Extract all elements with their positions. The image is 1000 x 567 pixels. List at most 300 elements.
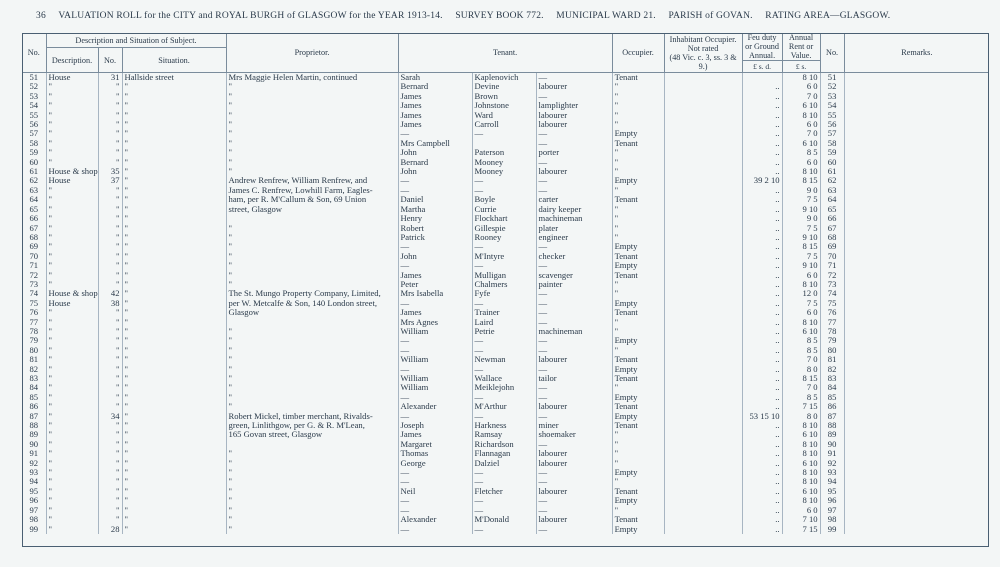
entry-no: 80: [29, 345, 39, 355]
annual-rent: 8 5: [782, 346, 820, 355]
tenant-forename: Daniel: [398, 195, 472, 204]
tenant-surname: Harkness: [472, 421, 536, 430]
annual-rent: 8 5: [782, 393, 820, 402]
entry-no: 87: [29, 411, 39, 421]
annual-rent: 7 0: [782, 129, 820, 138]
tenant-occupation: machineman: [536, 327, 612, 336]
annual-rent: 8 0: [782, 412, 820, 421]
occupier: ": [612, 477, 664, 486]
situation: ": [122, 402, 226, 411]
house-number: ": [98, 346, 122, 355]
tenant-forename: James: [398, 120, 472, 129]
house-number: ": [98, 365, 122, 374]
description: ": [46, 374, 98, 383]
feu-duty: ..: [742, 252, 782, 261]
col-no-right: No.: [820, 33, 844, 73]
tenant-occupation: painter: [536, 280, 612, 289]
house-number: ": [98, 92, 122, 101]
description: ": [46, 242, 98, 251]
annual-rent: 8 10: [782, 449, 820, 458]
tenant-forename: Patrick: [398, 233, 472, 242]
occupier: Empty: [612, 525, 664, 534]
proprietor: ": [226, 346, 398, 355]
situation: ": [122, 82, 226, 91]
annual-rent: 6 10: [782, 487, 820, 496]
house-number: ": [98, 82, 122, 91]
situation: ": [122, 487, 226, 496]
feu-duty: ..: [742, 129, 782, 138]
tenant-surname: —: [472, 336, 536, 345]
entry-no: 82: [29, 364, 39, 374]
situation: ": [122, 120, 226, 129]
description: ": [46, 468, 98, 477]
tenant-surname: M'Intyre: [472, 252, 536, 261]
description: House & shop: [46, 289, 98, 298]
occupier: ": [612, 148, 664, 157]
house-number: ": [98, 186, 122, 195]
proprietor: ": [226, 271, 398, 280]
feu-duty: ..: [742, 186, 782, 195]
tenant-surname: Fyfe: [472, 289, 536, 298]
tenant-occupation: —: [536, 477, 612, 486]
annual-rent: 6 0: [782, 271, 820, 280]
tenant-forename: Mrs Agnes: [398, 318, 472, 327]
tenant-forename: James: [398, 430, 472, 439]
feu-duty: ..: [742, 120, 782, 129]
tenant-occupation: labourer: [536, 120, 612, 129]
situation: Hallside street: [122, 73, 226, 83]
description: ": [46, 261, 98, 270]
situation: ": [122, 233, 226, 242]
proprietor: ": [226, 525, 398, 534]
situation: ": [122, 167, 226, 176]
feu-duty: ..: [742, 318, 782, 327]
tenant-occupation: plater: [536, 224, 612, 233]
tenant-occupation: —: [536, 289, 612, 298]
entry-no: 73: [29, 279, 39, 289]
tenant-surname: M'Donald: [472, 515, 536, 524]
col-situation: Situation.: [122, 48, 226, 73]
situation: ": [122, 383, 226, 392]
col-tenant: Tenant.: [398, 33, 612, 73]
proprietor: ": [226, 496, 398, 505]
proprietor: ": [226, 224, 398, 233]
description: House: [46, 176, 98, 185]
entry-no-right: 99: [820, 525, 844, 534]
tenant-surname: —: [472, 412, 536, 421]
occupier: ": [612, 506, 664, 515]
entry-no-right: 68: [820, 233, 844, 242]
house-number: ": [98, 271, 122, 280]
annual-rent: 7 10: [782, 515, 820, 524]
house-number: ": [98, 468, 122, 477]
house-number: 42: [98, 289, 122, 298]
occupier: Tenant: [612, 252, 664, 261]
entry-no-right: 95: [820, 487, 844, 496]
situation: ": [122, 515, 226, 524]
tenant-surname: Rooney: [472, 233, 536, 242]
tenant-surname: Chalmers: [472, 280, 536, 289]
occupier: ": [612, 101, 664, 110]
feu-duty: ..: [742, 402, 782, 411]
house-number: ": [98, 459, 122, 468]
tenant-occupation: labourer: [536, 82, 612, 91]
situation: ": [122, 148, 226, 157]
proprietor: The St. Mungo Property Company, Limited,: [226, 289, 398, 298]
tenant-surname: —: [472, 496, 536, 505]
running-header: [36, 11, 986, 21]
annual-rent: 9 10: [782, 233, 820, 242]
occupier: Empty: [612, 365, 664, 374]
annual-rent: 8 5: [782, 336, 820, 345]
annual-rent: 8 15: [782, 374, 820, 383]
annual-rent: 7 5: [782, 224, 820, 233]
house-number: ": [98, 496, 122, 505]
tenant-occupation: —: [536, 129, 612, 138]
proprietor: ": [226, 477, 398, 486]
occupier: Empty: [612, 299, 664, 308]
tenant-surname: Newman: [472, 355, 536, 364]
tenant-forename: John: [398, 252, 472, 261]
entry-no: 97: [29, 505, 39, 515]
feu-duty: ..: [742, 205, 782, 214]
description: ": [46, 393, 98, 402]
tenant-forename: Mrs Campbell: [398, 139, 472, 148]
annual-rent: 7 15: [782, 525, 820, 534]
tenant-forename: —: [398, 496, 472, 505]
annual-rent: 6 10: [782, 430, 820, 439]
tenant-surname: —: [472, 525, 536, 534]
annual-rent: 6 0: [782, 158, 820, 167]
col-annual-rent: Annual Rent or Value.: [782, 33, 820, 61]
entry-no-right: 57: [820, 129, 844, 138]
situation: ": [122, 430, 226, 439]
description: ": [46, 440, 98, 449]
entry-no-right: 81: [820, 355, 844, 364]
annual-rent: 6 10: [782, 459, 820, 468]
feu-duty: ..: [742, 430, 782, 439]
occupier: ": [612, 92, 664, 101]
occupier: ": [612, 233, 664, 242]
tenant-surname: Paterson: [472, 148, 536, 157]
situation: ": [122, 318, 226, 327]
tenant-forename: —: [398, 477, 472, 486]
tenant-occupation: —: [536, 139, 612, 148]
entry-no: 81: [29, 355, 39, 365]
entry-no: 62: [29, 176, 39, 186]
tenant-surname: Mulligan: [472, 271, 536, 280]
description: ": [46, 186, 98, 195]
roll-title: VALUATION ROLL for the CITY and ROYAL BURGH of GLASGOW for the YEAR 1913-14.: [58, 11, 443, 21]
col-feu-duty: Feu duty or Ground Annual.: [742, 33, 782, 61]
entry-no-right: 98: [820, 515, 844, 524]
annual-rent: 8 0: [782, 365, 820, 374]
description: ": [46, 158, 98, 167]
feu-duty: ..: [742, 440, 782, 449]
tenant-surname: —: [472, 477, 536, 486]
house-number: ": [98, 205, 122, 214]
occupier: ": [612, 346, 664, 355]
annual-rent: 6 10: [782, 139, 820, 148]
proprietor: ": [226, 129, 398, 138]
entry-no-right: 78: [820, 327, 844, 336]
situation: ": [122, 299, 226, 308]
annual-rent: 9 10: [782, 261, 820, 270]
annual-rent: 7 0: [782, 383, 820, 392]
entry-no: 86: [29, 402, 39, 412]
tenant-surname: —: [472, 468, 536, 477]
description: ": [46, 430, 98, 439]
entry-no: 94: [29, 477, 39, 487]
annual-rent: 6 0: [782, 506, 820, 515]
tenant-forename: —: [398, 468, 472, 477]
description: ": [46, 224, 98, 233]
entry-no-right: 56: [820, 120, 844, 129]
proprietor: Glasgow: [226, 308, 398, 317]
occupier: ": [612, 459, 664, 468]
tenant-surname: Boyle: [472, 195, 536, 204]
occupier: Tenant: [612, 402, 664, 411]
entry-no: 68: [29, 232, 39, 242]
feu-duty: ..: [742, 82, 782, 91]
tenant-occupation: —: [536, 468, 612, 477]
parish: PARISH of GOVAN.: [668, 11, 753, 21]
house-number: ": [98, 120, 122, 129]
house-number: ": [98, 252, 122, 261]
proprietor: ": [226, 139, 398, 148]
description: ": [46, 101, 98, 110]
annual-rent: 8 10: [782, 421, 820, 430]
tenant-forename: —: [398, 525, 472, 534]
proprietor: ": [226, 111, 398, 120]
proprietor: ": [226, 261, 398, 270]
tenant-surname: —: [472, 186, 536, 195]
entry-no: 84: [29, 383, 39, 393]
tenant-occupation: labourer: [536, 402, 612, 411]
tenant-forename: Alexander: [398, 515, 472, 524]
tenant-occupation: —: [536, 496, 612, 505]
tenant-forename: Mrs Isabella: [398, 289, 472, 298]
proprietor: ": [226, 393, 398, 402]
entry-no-right: 92: [820, 459, 844, 468]
tenant-forename: Sarah: [398, 73, 472, 83]
tenant-occupation: —: [536, 393, 612, 402]
situation: ": [122, 336, 226, 345]
occupier: ": [612, 167, 664, 176]
proprietor: ": [226, 365, 398, 374]
annual-rent: 8 15: [782, 176, 820, 185]
proprietor: ": [226, 355, 398, 364]
occupier: ": [612, 430, 664, 439]
house-number: ": [98, 477, 122, 486]
house-number: ": [98, 402, 122, 411]
col-inhabitant-occupier: Inhabitant Occupier. Not rated (48 Vic. c. 3, ss. 3 & 9.): [664, 33, 742, 73]
description: ": [46, 365, 98, 374]
tenant-forename: Peter: [398, 280, 472, 289]
tenant-forename: James: [398, 111, 472, 120]
tenant-forename: James: [398, 271, 472, 280]
entry-no-right: 74: [820, 289, 844, 298]
occupier: ": [612, 120, 664, 129]
occupier: Tenant: [612, 271, 664, 280]
entry-no: 51: [29, 72, 39, 82]
tenant-occupation: —: [536, 261, 612, 270]
tenant-forename: —: [398, 346, 472, 355]
entry-no: 60: [29, 157, 39, 167]
house-number: ": [98, 242, 122, 251]
description: ": [46, 252, 98, 261]
entry-no-right: 65: [820, 205, 844, 214]
entry-no: 92: [29, 458, 39, 468]
tenant-surname: Wallace: [472, 374, 536, 383]
table-frame: [22, 33, 989, 547]
proprietor: ": [226, 383, 398, 392]
house-number: ": [98, 195, 122, 204]
entry-no-right: 88: [820, 421, 844, 430]
col-proprietor: Proprietor.: [226, 33, 398, 73]
situation: ": [122, 506, 226, 515]
tenant-occupation: —: [536, 158, 612, 167]
occupier: ": [612, 214, 664, 223]
annual-rent: 6 0: [782, 308, 820, 317]
tenant-surname: —: [472, 129, 536, 138]
entry-no: 79: [29, 336, 39, 346]
occupier: ": [612, 280, 664, 289]
tenant-forename: James: [398, 101, 472, 110]
entry-no: 99: [29, 524, 39, 534]
entry-no: 55: [29, 110, 39, 120]
situation: ": [122, 111, 226, 120]
entry-no-right: 69: [820, 242, 844, 251]
entry-no-right: 73: [820, 280, 844, 289]
entry-no-right: 70: [820, 252, 844, 261]
tenant-forename: Alexander: [398, 402, 472, 411]
tenant-occupation: tailor: [536, 374, 612, 383]
house-number: 31: [98, 73, 122, 83]
entry-no: 89: [29, 430, 39, 440]
annual-rent: 8 10: [782, 477, 820, 486]
tenant-surname: —: [472, 506, 536, 515]
occupier: ": [612, 111, 664, 120]
feu-duty: ..: [742, 308, 782, 317]
description: ": [46, 318, 98, 327]
tenant-forename: James: [398, 308, 472, 317]
house-number: ": [98, 101, 122, 110]
entry-no-right: 76: [820, 308, 844, 317]
entry-no-right: 52: [820, 82, 844, 91]
entry-no-right: 54: [820, 101, 844, 110]
house-number: ": [98, 327, 122, 336]
annual-rent: 8 10: [782, 468, 820, 477]
tenant-occupation: carter: [536, 195, 612, 204]
entry-no: 83: [29, 374, 39, 383]
house-number: ": [98, 355, 122, 364]
page-number: 36: [36, 11, 46, 21]
rating-area: RATING AREA—GLASGOW.: [765, 11, 891, 21]
entry-no: 58: [29, 138, 39, 148]
description: ": [46, 346, 98, 355]
proprietor: ": [226, 468, 398, 477]
situation: ": [122, 186, 226, 195]
tenant-forename: William: [398, 383, 472, 392]
entry-no: 96: [29, 496, 39, 506]
situation: ": [122, 477, 226, 486]
tenant-forename: —: [398, 186, 472, 195]
feu-duty: ..: [742, 336, 782, 345]
house-number: ": [98, 318, 122, 327]
feu-duty: ..: [742, 449, 782, 458]
situation: ": [122, 308, 226, 317]
entry-no-right: 96: [820, 496, 844, 505]
occupier: Empty: [612, 336, 664, 345]
entry-no-right: 66: [820, 214, 844, 223]
tenant-surname: —: [472, 393, 536, 402]
feu-duty: ..: [742, 271, 782, 280]
tenant-forename: George: [398, 459, 472, 468]
tenant-surname: Flockhart: [472, 214, 536, 223]
house-number: ": [98, 449, 122, 458]
house-number: ": [98, 233, 122, 242]
description: House: [46, 73, 98, 83]
annual-rent: 9 0: [782, 214, 820, 223]
tenant-forename: Bernard: [398, 82, 472, 91]
proprietor: ": [226, 487, 398, 496]
situation: ": [122, 242, 226, 251]
proprietor: ": [226, 158, 398, 167]
tenant-surname: Ward: [472, 111, 536, 120]
tenant-occupation: —: [536, 383, 612, 392]
occupier: ": [612, 158, 664, 167]
entry-no-right: 82: [820, 365, 844, 374]
tenant-surname: Devine: [472, 82, 536, 91]
description: ": [46, 477, 98, 486]
situation: ": [122, 374, 226, 383]
col-description: Description.: [46, 48, 98, 73]
annual-rent: 8 10: [782, 440, 820, 449]
entry-no-right: 62: [820, 176, 844, 185]
annual-rent: 7 0: [782, 92, 820, 101]
description: ": [46, 148, 98, 157]
occupier: ": [612, 440, 664, 449]
feu-duty: ..: [742, 468, 782, 477]
tenant-occupation: —: [536, 318, 612, 327]
entry-no-right: 84: [820, 383, 844, 392]
situation: ": [122, 355, 226, 364]
entry-no: 72: [29, 270, 39, 280]
tenant-occupation: checker: [536, 252, 612, 261]
tenant-surname: M'Arthur: [472, 402, 536, 411]
tenant-forename: Margaret: [398, 440, 472, 449]
annual-rent: 8 10: [782, 73, 820, 83]
annual-rent: 8 10: [782, 280, 820, 289]
survey-book: SURVEY BOOK 772.: [455, 11, 544, 21]
entry-no: 59: [29, 148, 39, 158]
tenant-occupation: labourer: [536, 111, 612, 120]
col-house-no: No.: [98, 48, 122, 73]
tenant-occupation: —: [536, 92, 612, 101]
feu-duty: ..: [742, 139, 782, 148]
annual-rent: 8 10: [782, 167, 820, 176]
tenant-forename: Robert: [398, 224, 472, 233]
entry-no-right: 64: [820, 195, 844, 204]
description: ": [46, 459, 98, 468]
description: ": [46, 487, 98, 496]
tenant-surname: Currie: [472, 205, 536, 214]
tenant-occupation: —: [536, 412, 612, 421]
entry-no-right: 51: [820, 73, 844, 83]
house-number: ": [98, 440, 122, 449]
tenant-surname: Petrie: [472, 327, 536, 336]
